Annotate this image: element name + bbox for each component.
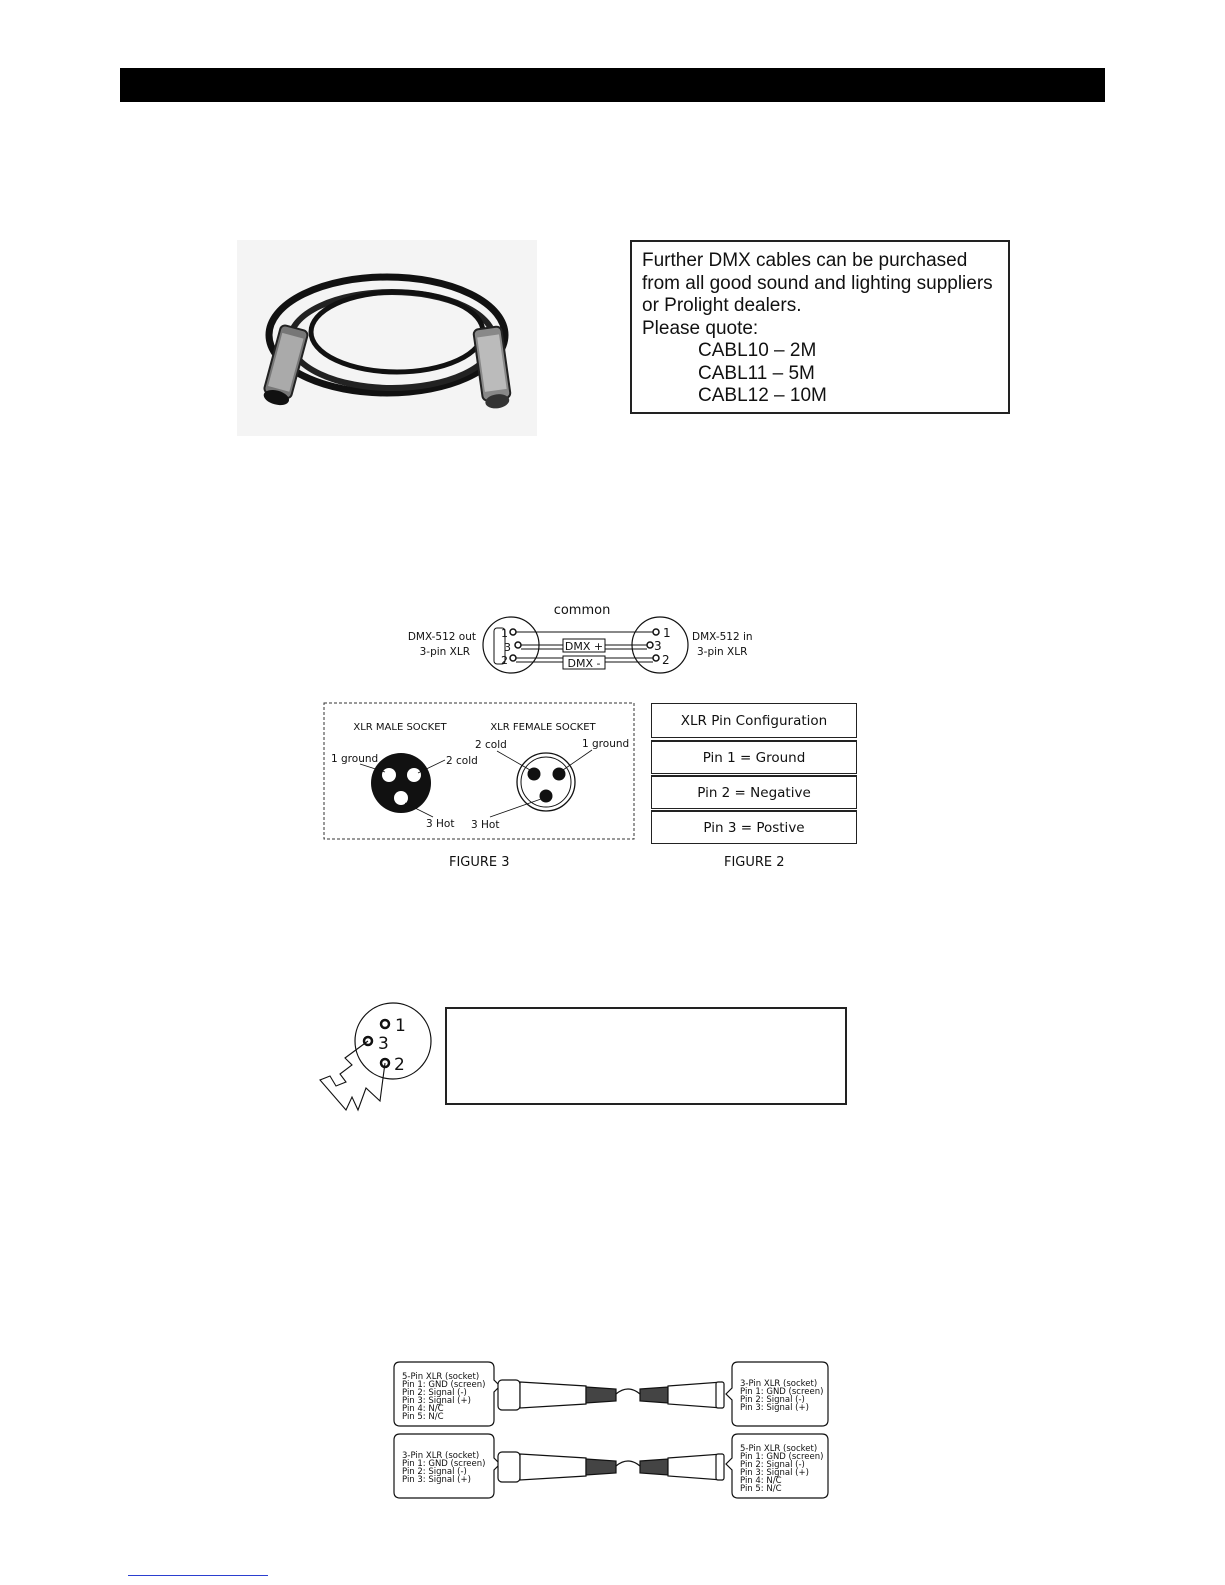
terminator-resistor-icon — [320, 1041, 385, 1110]
out-pin-3: 3 — [504, 641, 511, 654]
term-pin-3: 3 — [378, 1034, 389, 1054]
dmx-out-type: 3-pin XLR — [419, 646, 470, 658]
out-pin-2: 2 — [501, 654, 508, 667]
female-cold-label: 2 cold — [475, 739, 507, 751]
dmx-terminator-diagram — [320, 1003, 431, 1110]
term-pin-1: 1 — [395, 1016, 406, 1036]
female-socket-title: XLR FEMALE SOCKET — [490, 722, 596, 733]
xlr-adaptor-diagram — [394, 1362, 828, 1498]
in-pin-3: 3 — [654, 639, 662, 653]
out-pin-1: 1 — [501, 627, 508, 640]
adaptor-1-right-line-4: Pin 3: Signal (+) — [740, 1403, 809, 1413]
common-label: common — [553, 603, 611, 618]
adaptor-1-left-line-6: Pin 5: N/C — [402, 1412, 444, 1422]
adaptor-2-left-line-2: Pin 1: GND (screen) — [402, 1459, 486, 1469]
adaptor-2-right-line-3: Pin 2: Signal (-) — [740, 1460, 805, 1470]
in-pin-1: 1 — [663, 626, 671, 640]
adaptor-1-left-line-2: Pin 1: GND (screen) — [402, 1380, 486, 1390]
footer-link-underline[interactable] — [128, 1575, 268, 1576]
dmx-in-type: 3-pin XLR — [697, 646, 748, 658]
terminator-note-box — [445, 1007, 847, 1105]
xlr-socket-figure — [324, 703, 634, 839]
male-hot-label: 3 Hot — [426, 818, 455, 830]
pin-config-row: Pin 1 = Ground — [651, 740, 857, 774]
dmx-out-label: DMX-512 out — [407, 631, 476, 643]
adaptor-1-left-line-5: Pin 4: N/C — [402, 1404, 444, 1414]
dmx-minus-label: DMX - — [567, 657, 601, 670]
adaptor-2-right-line-4: Pin 3: Signal (+) — [740, 1468, 809, 1478]
adaptor-1-left-line-3: Pin 2: Signal (-) — [402, 1388, 467, 1398]
adaptor-2-left-line-1: 3-Pin XLR (socket) — [402, 1451, 480, 1461]
adaptor-2-connector-icon — [498, 1452, 724, 1482]
adaptor-2-right-line-1: 5-Pin XLR (socket) — [740, 1444, 818, 1454]
adaptor-1-connector-icon — [498, 1380, 724, 1410]
female-hot-label: 3 Hot — [471, 819, 500, 831]
dmx-in-label: DMX-512 in — [692, 631, 753, 643]
cable-code-2: CABL11 – 5M — [698, 362, 815, 384]
male-socket-title: XLR MALE SOCKET — [353, 722, 447, 733]
male-ground-label: 1 ground — [331, 753, 379, 765]
info-line-2: from all good sound and lighting suppliers — [642, 272, 993, 294]
male-cold-label: 2 cold — [446, 755, 478, 767]
info-line-3: or Prolight dealers. — [642, 295, 802, 316]
adaptor-1-right-line-2: Pin 1: GND (screen) — [740, 1387, 824, 1397]
figure-2-label: FIGURE 2 — [724, 855, 785, 870]
xlr-pin-config-table — [651, 703, 857, 845]
cable-code-1: CABL10 – 2M — [698, 340, 817, 361]
term-pin-2: 2 — [394, 1055, 405, 1075]
adaptor-2-right-line-5: Pin 4: N/C — [740, 1476, 782, 1486]
female-ground-label: 1 ground — [582, 738, 630, 750]
adaptor-2-left-line-4: Pin 3: Signal (+) — [402, 1475, 471, 1485]
in-pin-2: 2 — [662, 653, 670, 667]
cable-code-3: CABL12 – 10M — [698, 385, 827, 406]
adaptor-2-right-line-6: Pin 5: N/C — [740, 1484, 782, 1494]
dmx-plus-label: DMX + — [564, 640, 604, 653]
dmx-wiring-diagram — [408, 603, 753, 673]
pin-config-row: Pin 3 = Postive — [651, 810, 857, 844]
adaptor-1-left-line-4: Pin 3: Signal (+) — [402, 1396, 471, 1406]
adaptor-1-right-line-3: Pin 2: Signal (-) — [740, 1395, 805, 1405]
pin-config-row: Pin 2 = Negative — [651, 775, 857, 809]
figure-3-label: FIGURE 3 — [449, 855, 510, 870]
info-line-1: Further DMX cables can be purchased — [642, 250, 968, 271]
adaptor-1-left-line-1: 5-Pin XLR (socket) — [402, 1372, 480, 1382]
adaptor-2-left-line-3: Pin 2: Signal (-) — [402, 1467, 467, 1477]
pin-config-title: XLR Pin Configuration — [651, 703, 857, 738]
adaptor-1-right-line-1: 3-Pin XLR (socket) — [740, 1379, 818, 1389]
info-line-4: Please quote: — [642, 317, 759, 339]
adaptor-2-right-line-2: Pin 1: GND (screen) — [740, 1452, 824, 1462]
